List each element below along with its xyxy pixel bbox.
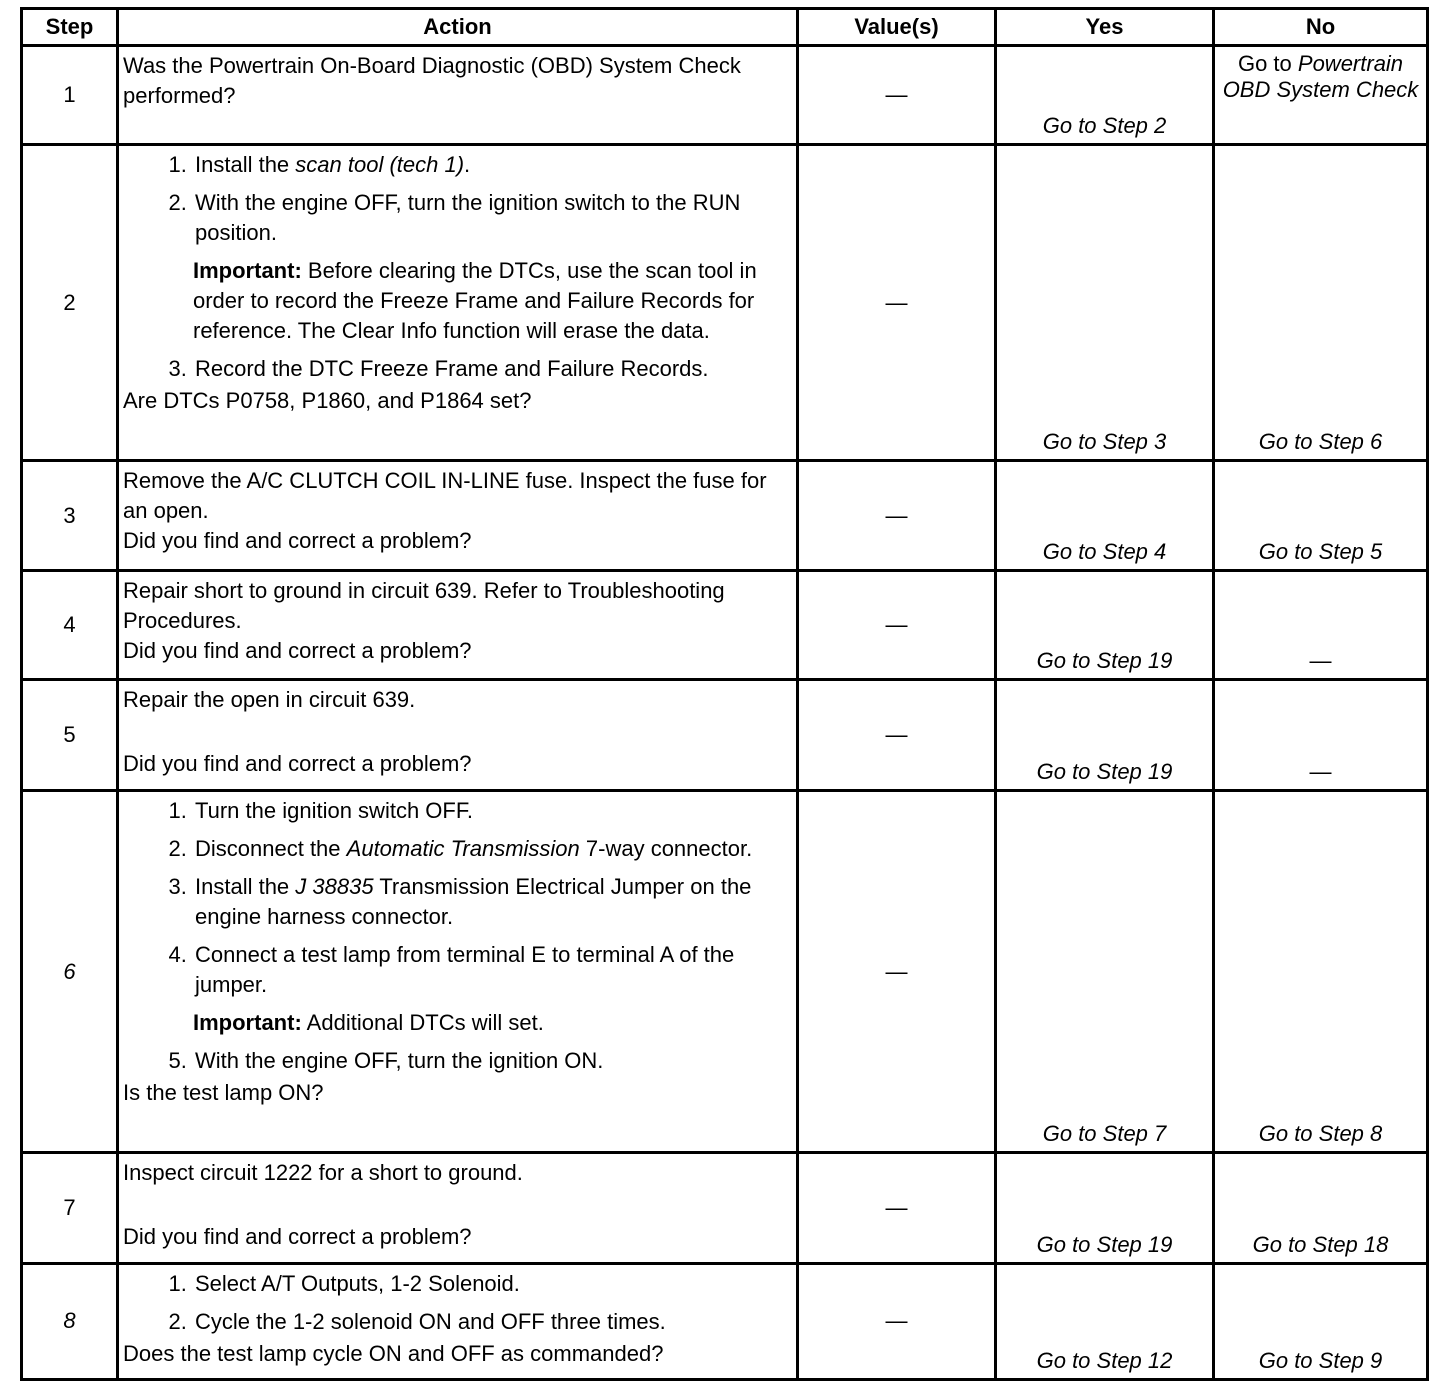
yes-link[interactable]: Go to Step 4 bbox=[996, 460, 1214, 570]
value-cell: — bbox=[798, 790, 996, 1153]
no-link[interactable]: Go to Step 18 bbox=[1214, 1153, 1428, 1263]
question-text: Did you find and correct a problem? bbox=[123, 1224, 472, 1250]
yes-link[interactable]: Go to Step 19 bbox=[996, 571, 1214, 680]
step-number: 2 bbox=[22, 145, 118, 461]
yes-link[interactable]: Go to Step 7 bbox=[996, 790, 1214, 1153]
action-text: Was the Powertrain On-Board Diagnostic (OBD) System Check performed? bbox=[123, 53, 741, 108]
automatic-transmission-link[interactable]: Automatic Transmission bbox=[346, 835, 580, 861]
header-step: Step bbox=[22, 9, 118, 46]
item-text: Install the bbox=[195, 873, 290, 899]
list-item bbox=[193, 834, 786, 864]
step-number: 5 bbox=[22, 680, 118, 790]
yes-link[interactable]: Go to Step 19 bbox=[996, 1153, 1214, 1263]
item-text: Disconnect the bbox=[195, 835, 341, 861]
header-action: Action bbox=[118, 9, 798, 46]
header-no: No bbox=[1214, 9, 1428, 46]
no-link[interactable]: Go to Step 8 bbox=[1214, 790, 1428, 1153]
jumper-tool-link[interactable]: J 38835 bbox=[295, 873, 374, 899]
step-number: 7 bbox=[22, 1153, 118, 1263]
table-row bbox=[22, 1153, 1428, 1263]
header-row bbox=[22, 9, 1428, 46]
question-text: Does the test lamp cycle ON and OFF as commanded? bbox=[123, 1340, 664, 1366]
action-cell bbox=[118, 571, 798, 680]
action-cell bbox=[118, 145, 798, 461]
diagnostic-table bbox=[20, 7, 1429, 1381]
list-item bbox=[193, 150, 786, 180]
important-note bbox=[193, 256, 786, 346]
value-cell: — bbox=[798, 1153, 996, 1263]
header-values: Value(s) bbox=[798, 9, 996, 46]
procedure-list bbox=[123, 1046, 786, 1076]
procedure-list bbox=[123, 150, 786, 248]
list-item: 4. Connect a test lamp from terminal E to terminal A of the jumper. bbox=[193, 940, 786, 1000]
list-item: 3. Record the DTC Freeze Frame and Failure Records. bbox=[193, 354, 786, 384]
table-row bbox=[22, 680, 1428, 790]
no-link[interactable]: Go to Step 9 bbox=[1214, 1263, 1428, 1379]
action-cell bbox=[118, 1263, 798, 1379]
value-cell: — bbox=[798, 46, 996, 145]
value-cell: — bbox=[798, 145, 996, 461]
list-item: 5. With the engine OFF, turn the ignition ON. bbox=[193, 1046, 786, 1076]
list-item: 1. Turn the ignition switch OFF. bbox=[193, 796, 786, 826]
table-row bbox=[22, 145, 1428, 461]
item-text: Transmission Electrical Jumper on the engine harness connector. bbox=[195, 873, 752, 929]
item-text: 7-way connector. bbox=[585, 835, 753, 861]
yes-link[interactable]: Go to Step 2 bbox=[996, 46, 1214, 145]
list-item bbox=[193, 872, 786, 932]
important-text: Additional DTCs will set. bbox=[306, 1009, 544, 1035]
step-number: 1 bbox=[22, 46, 118, 145]
step-number: 6 bbox=[22, 790, 118, 1153]
question-text: Did you find and correct a problem? bbox=[123, 751, 472, 777]
action-cell bbox=[118, 46, 798, 145]
yes-link[interactable]: Go to Step 3 bbox=[996, 145, 1214, 461]
important-label: Important: bbox=[193, 1009, 302, 1035]
action-cell bbox=[118, 790, 798, 1153]
table-row bbox=[22, 571, 1428, 680]
question-text: Did you find and correct a problem? bbox=[123, 638, 472, 664]
question-text: Is the test lamp ON? bbox=[123, 1079, 324, 1105]
item-text: . bbox=[464, 152, 471, 178]
table-row bbox=[22, 46, 1428, 145]
item-text: Install the bbox=[195, 152, 290, 178]
procedure-list bbox=[123, 354, 786, 384]
yes-link[interactable]: Go to Step 19 bbox=[996, 680, 1214, 790]
important-text: Before clearing the DTCs, use the scan tool in order to record the Freeze Frame and Failure Records for reference. The Clear Info function will erase the data. bbox=[193, 258, 757, 344]
no-cell: — bbox=[1214, 571, 1428, 680]
action-cell bbox=[118, 680, 798, 790]
scan-tool-link[interactable]: scan tool (tech 1) bbox=[295, 152, 465, 178]
important-label: Important: bbox=[193, 258, 302, 284]
value-cell: — bbox=[798, 680, 996, 790]
action-cell bbox=[118, 1153, 798, 1263]
action-cell bbox=[118, 460, 798, 570]
table-row bbox=[22, 790, 1428, 1153]
action-text: Remove the A/C CLUTCH COIL IN-LINE fuse. Inspect the fuse for an open. bbox=[123, 467, 767, 523]
no-link[interactable]: Go to Step 6 bbox=[1214, 145, 1428, 461]
list-item: 1. Select A/T Outputs, 1-2 Solenoid. bbox=[193, 1269, 786, 1299]
no-cell: — bbox=[1214, 680, 1428, 790]
step-number: 8 bbox=[22, 1263, 118, 1379]
no-link[interactable]: Go to Step 5 bbox=[1214, 460, 1428, 570]
question-text: Did you find and correct a problem? bbox=[123, 527, 472, 553]
procedure-list bbox=[123, 796, 786, 1000]
step-number: 3 bbox=[22, 460, 118, 570]
list-item: 2. Cycle the 1-2 solenoid ON and OFF three times. bbox=[193, 1307, 786, 1337]
question-text: Are DTCs P0758, P1860, and P1864 set? bbox=[123, 388, 532, 414]
header-yes: Yes bbox=[996, 9, 1214, 46]
action-text: Repair the open in circuit 639. bbox=[123, 687, 416, 713]
step-number: 4 bbox=[22, 571, 118, 680]
list-item: 2. With the engine OFF, turn the ignition switch to the RUN position. bbox=[193, 188, 786, 248]
action-text: Repair short to ground in circuit 639. Refer to Troubleshooting Procedures. bbox=[123, 578, 725, 634]
no-prefix: Go to bbox=[1237, 51, 1292, 76]
value-cell: — bbox=[798, 571, 996, 680]
value-cell: — bbox=[798, 460, 996, 570]
value-cell: — bbox=[798, 1263, 996, 1379]
action-text: Inspect circuit 1222 for a short to ground. bbox=[123, 1160, 523, 1186]
yes-link[interactable]: Go to Step 12 bbox=[996, 1263, 1214, 1379]
procedure-list bbox=[123, 1269, 786, 1337]
important-note bbox=[193, 1008, 786, 1038]
table-row bbox=[22, 460, 1428, 570]
no-link[interactable]: Powertrain OBD System Check bbox=[1222, 51, 1419, 102]
table-row bbox=[22, 1263, 1428, 1379]
no-cell bbox=[1214, 46, 1428, 145]
